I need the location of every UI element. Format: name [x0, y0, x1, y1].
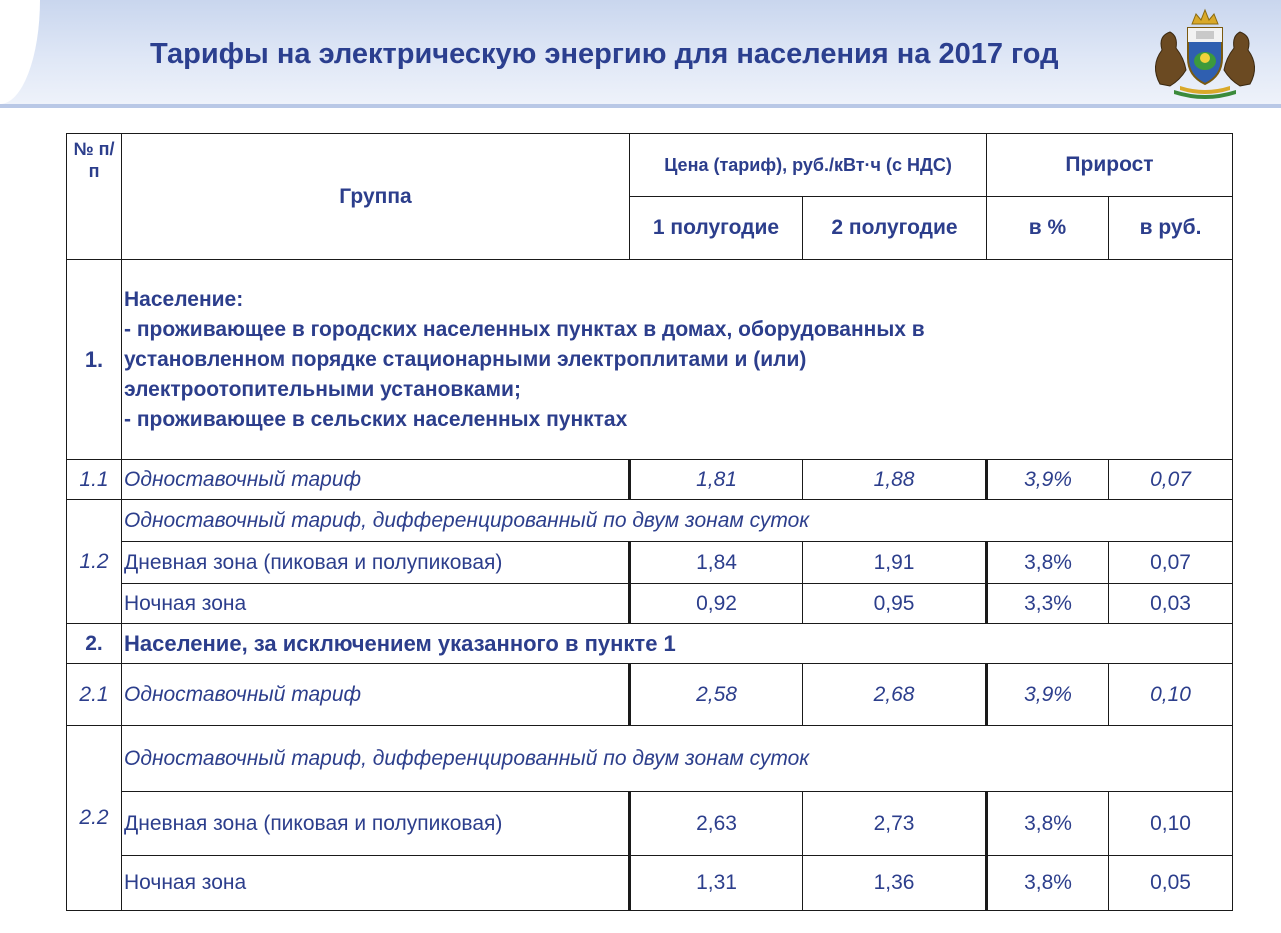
header-half1: 1 полугодие: [630, 197, 803, 260]
value-rub: 0,10: [1109, 664, 1233, 726]
value-rub: 0,03: [1109, 584, 1233, 624]
page-title: Тарифы на электрическую энергию для населения на 2017 год: [150, 38, 1059, 70]
header-growth: Прирост: [987, 134, 1233, 197]
row-number: 2.1: [67, 664, 122, 726]
coat-of-arms-icon: [1140, 6, 1270, 102]
header-price: Цена (тариф), руб./кВт·ч (с НДС): [630, 134, 987, 197]
value-rub: 0,07: [1109, 460, 1233, 500]
row-number: 2.: [67, 624, 122, 664]
value-pct: 3,3%: [987, 584, 1109, 624]
description-line: - проживающее в городских населенных пунктах в домах, оборудованных в: [124, 317, 925, 341]
value-pct: 3,9%: [987, 460, 1109, 500]
tariff-table: [66, 133, 1233, 911]
table-row: [67, 856, 1233, 911]
value-pct: 3,8%: [987, 542, 1109, 584]
row-label: Дневная зона (пиковая и полупиковая): [122, 542, 630, 584]
section-row-2: [67, 624, 1233, 664]
row-label: Одноставочный тариф: [122, 460, 630, 500]
header-half2: 2 полугодие: [803, 197, 987, 260]
table-row: [67, 542, 1233, 584]
value-pct: 3,8%: [987, 792, 1109, 856]
row-subtitle: Одноставочный тариф, дифференцированный по двум зонам суток: [122, 500, 1233, 542]
value-half1: 1,31: [630, 856, 803, 911]
table-row: [67, 726, 1233, 792]
table-row: [67, 500, 1233, 542]
value-rub: 0,10: [1109, 792, 1233, 856]
header-num: № п/п: [67, 134, 122, 260]
row-label: Одноставочный тариф: [122, 664, 630, 726]
row-label: Ночная зона: [122, 856, 630, 911]
value-rub: 0,07: [1109, 542, 1233, 584]
description-line: электроотопительными установками;: [124, 377, 521, 401]
row-number: 1.1: [67, 460, 122, 500]
value-half2: 0,95: [803, 584, 987, 624]
table-header-row: [67, 134, 1233, 197]
value-half2: 1,91: [803, 542, 987, 584]
header-pct: в %: [987, 197, 1109, 260]
value-half2: 1,36: [803, 856, 987, 911]
value-half1: 2,63: [630, 792, 803, 856]
table-row: [67, 792, 1233, 856]
value-half1: 1,81: [630, 460, 803, 500]
section-label-2: Население, за исключением указанного в пункте 1: [122, 624, 1233, 664]
row-subtitle: Одноставочный тариф, дифференцированный по двум зонам суток: [122, 726, 1233, 792]
value-half1: 1,84: [630, 542, 803, 584]
row-label: Ночная зона: [122, 584, 630, 624]
value-half1: 2,58: [630, 664, 803, 726]
section-row-1: [67, 260, 1233, 460]
value-rub: 0,05: [1109, 856, 1233, 911]
table-row: [67, 584, 1233, 624]
section-description-1: [122, 260, 1233, 460]
description-line: установленном порядке стационарными электроплитами и (или): [124, 347, 807, 371]
value-half2: 2,68: [803, 664, 987, 726]
row-number: 1.: [67, 260, 122, 460]
header-group: Группа: [122, 134, 630, 260]
table-row: [67, 460, 1233, 500]
value-half2: 2,73: [803, 792, 987, 856]
value-half2: 1,88: [803, 460, 987, 500]
description-line: Население:: [124, 287, 244, 311]
value-pct: 3,8%: [987, 856, 1109, 911]
value-half1: 0,92: [630, 584, 803, 624]
description-line: - проживающее в сельских населенных пунктах: [124, 407, 628, 431]
row-label: Дневная зона (пиковая и полупиковая): [122, 792, 630, 856]
row-number: 2.2: [67, 726, 122, 911]
row-number: 1.2: [67, 500, 122, 624]
table-row: [67, 664, 1233, 726]
value-pct: 3,9%: [987, 664, 1109, 726]
header-rub: в руб.: [1109, 197, 1233, 260]
